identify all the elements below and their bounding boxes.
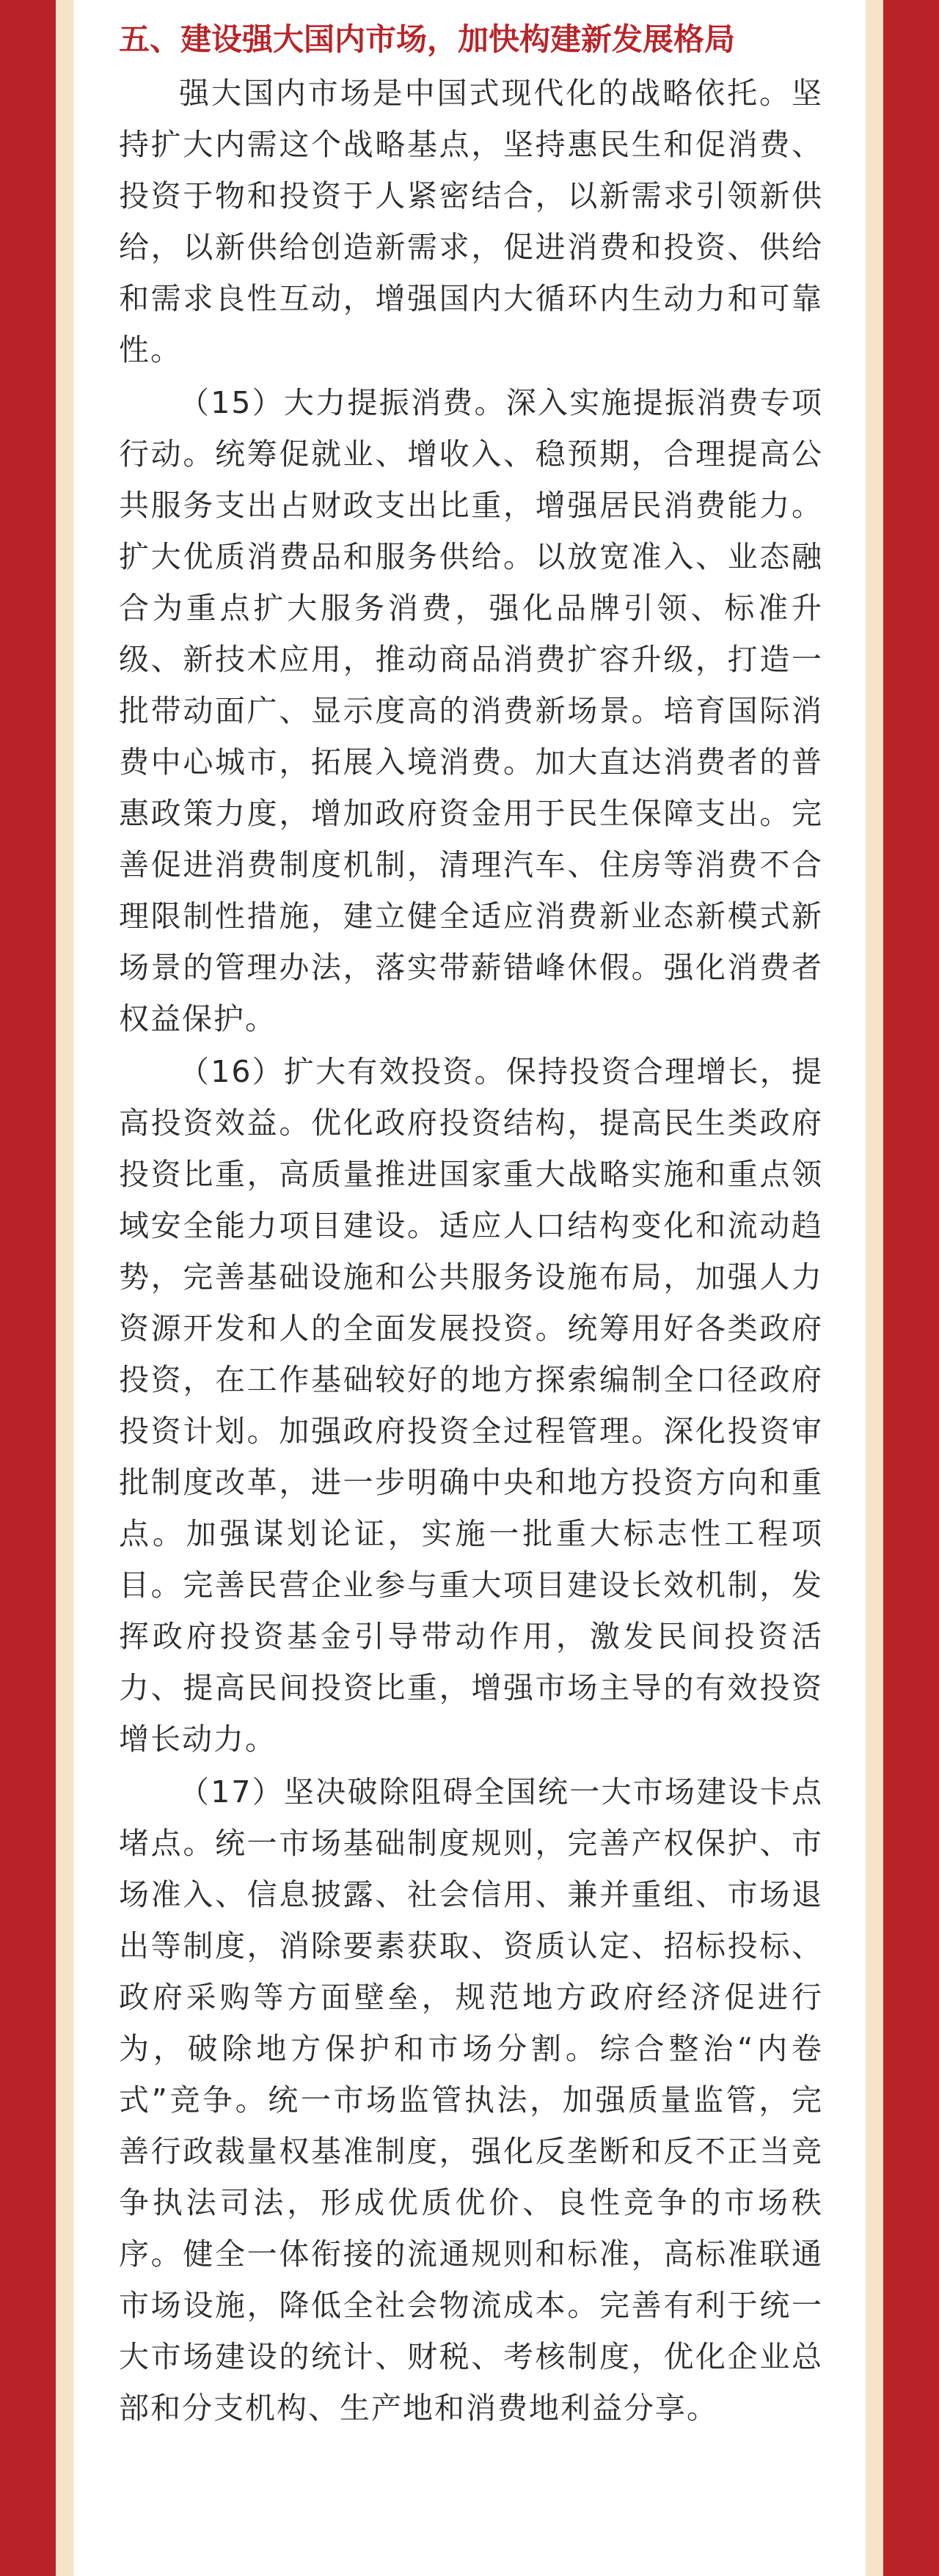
paragraph-17-unified-market: （17）坚决破除阻碍全国统一大市场建设卡点堵点。统一市场基础制度规则，完善产权保护、市场准入、信息披露、社会信用、兼并重组、市场退出等制度，消除要素获取、资质认定、招标投标、政府采购等方面壁垒，规范地方政府经济促进行为，破除地方保护和市场分割。综合整治“内卷式”竞争。统一市场监管执法，加强质量监管，完善行政裁量权基准制度，强化反垄断和反不正当竞争执法司法，形成优质优价、良性竞争的市场秩序。健全一体衔接的流通规则和标准，高标准联通市场设施，降低全社会物流成本。完善有利于统一大市场建设的统计、财税、考核制度，优化企业总部和分支机构、生产地和消费地利益分享。 [119, 1774, 823, 2426]
right-decorative-band [866, 0, 883, 2576]
paragraph-intro: 强大国内市场是中国式现代化的战略依托。坚持扩大内需这个战略基点，坚持惠民生和促消费、投资于物和投资于人紧密结合，以新需求引领新供给，以新供给创造新需求，促进消费和投资、供给和需求良性互动，增强国内大循环内生动力和可靠性。 [119, 76, 823, 367]
article-content [119, 18, 823, 2435]
paragraph-16-investment: （16）扩大有效投资。保持投资合理增长，提高投资效益。优化政府投资结构，提高民生类政府投资比重，高质量推进国家重大战略实施和重点领域安全能力项目建设。适应人口结构变化和流动趋势，完善基础设施和公共服务设施布局，加强人力资源开发和人的全面发展投资。统筹用好各类政府投资，在工作基础较好的地方探索编制全口径政府投资计划。加强政府投资全过程管理。深化投资审批制度改革，进一步明确中央和地方投资方向和重点。加强谋划论证，实施一批重大标志性工程项目。完善民营企业参与重大项目建设长效机制，发挥政府投资基金引导带动作用，激发民间投资活力、提高民间投资比重，增强市场主导的有效投资增长动力。 [119, 1054, 823, 1757]
left-decorative-band [56, 0, 73, 2576]
paragraph-15-consumption: （15）大力提振消费。深入实施提振消费专项行动。统筹促就业、增收入、稳预期，合理提高公共服务支出占财政支出比重，增强居民消费能力。扩大优质消费品和服务供给。以放宽准入、业态融合为重点扩大服务消费，强化品牌引领、标准升级、新技术应用，推动商品消费扩容升级，打造一批带动面广、显示度高的消费新场景。培育国际消费中心城市，拓展入境消费。加大直达消费者的普惠政策力度，增加政府资金用于民生保障支出。完善促进消费制度机制，清理汽车、住房等消费不合理限制性措施，建立健全适应消费新业态新模式新场景的管理办法，落实带薪错峰休假。强化消费者权益保护。 [119, 385, 823, 1036]
section-heading: 五、建设强大国内市场，加快构建新发展格局 [119, 21, 736, 57]
